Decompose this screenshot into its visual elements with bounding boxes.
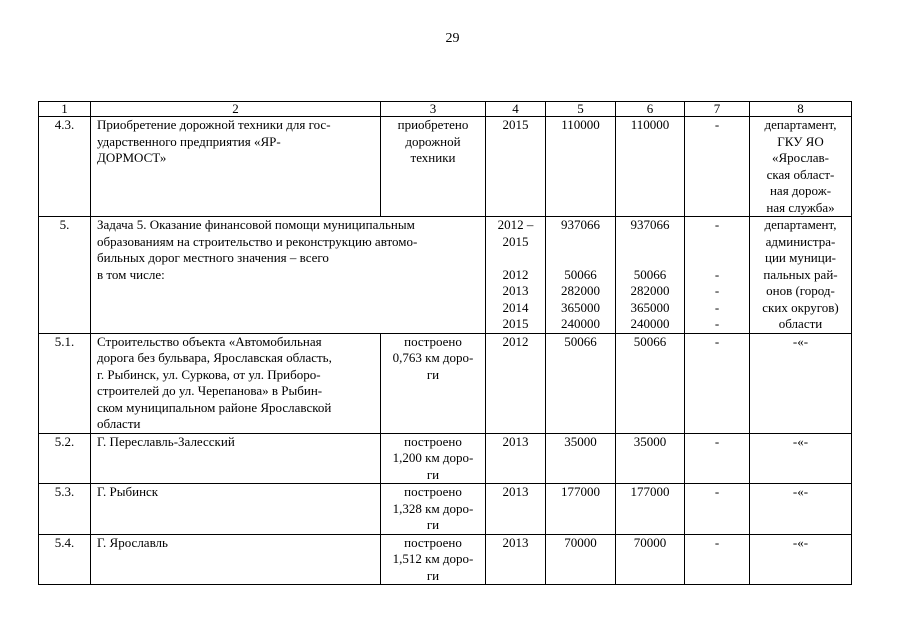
header-cell: 3 <box>381 102 486 117</box>
row-value-7: - <box>685 534 750 585</box>
table-row <box>39 117 852 217</box>
description-line: Строительство объекта «Автомобильная <box>97 333 322 349</box>
description-line: строителей до ул. Черепанова» в Рыбин- <box>97 383 323 398</box>
executor-line: ских округов) <box>762 299 839 315</box>
result-line: 1,512 км доро- <box>392 551 474 566</box>
result-line: построено <box>404 333 462 349</box>
row-result <box>381 117 486 217</box>
year-line: 2013 <box>502 283 529 298</box>
executor-line: ная дорож- <box>769 183 832 198</box>
row-number: 5.4. <box>39 534 91 585</box>
row-value-5: 70000 <box>546 534 616 585</box>
row-description <box>91 333 381 433</box>
executor-line: ГКУ ЯО <box>777 133 824 149</box>
description-line: Г. Переславль-Залесский <box>97 433 235 449</box>
row-description <box>91 484 381 535</box>
row-value-6: 110000 <box>616 117 685 217</box>
header-cell: 8 <box>750 102 852 117</box>
description-line: Приобретение дорожной техники для гос- <box>97 117 331 132</box>
executor-line: области <box>778 316 823 331</box>
row-value-7: - <box>685 433 750 484</box>
row-value-5: 177000 <box>546 484 616 535</box>
row-executor: -«- <box>750 333 852 433</box>
header-cell: 1 <box>39 102 91 117</box>
year-line: 2015 <box>502 233 529 249</box>
row-value-5: 110000 <box>546 117 616 217</box>
header-row <box>39 102 852 117</box>
executor-line: департамент, <box>764 217 837 232</box>
result-line: приобретено <box>397 117 469 132</box>
description-line: г. Рыбинск, ул. Суркова, от ул. Приборо- <box>97 366 321 382</box>
row-value-5: 50066 <box>546 333 616 433</box>
description-line: ДОРМОСТ» <box>97 150 167 165</box>
value-line: - <box>714 217 720 232</box>
executor-line: ции муници- <box>764 250 836 265</box>
header-cell: 6 <box>616 102 685 117</box>
description-line: Задача 5. Оказание финансовой помощи муниципальным <box>97 217 415 232</box>
executor-line: ная служба» <box>766 199 835 215</box>
row-value-6: 177000 <box>616 484 685 535</box>
value-line: - <box>714 266 720 282</box>
program-table <box>38 101 852 585</box>
table-row <box>39 433 852 484</box>
result-line: ги <box>426 366 440 382</box>
description-line: Г. Рыбинск <box>97 484 159 499</box>
value-line: 50066 <box>564 266 597 282</box>
value-line: 282000 <box>630 283 670 298</box>
value-line: - <box>714 316 720 331</box>
row-executor: -«- <box>750 534 852 585</box>
row-value-7 <box>685 217 750 334</box>
executor-line: ская област- <box>766 166 835 182</box>
row-value-6: 50066 <box>616 333 685 433</box>
executor-line: пальных рай- <box>763 266 838 282</box>
row-executor: -«- <box>750 484 852 535</box>
description-line: дорога без бульвара, Ярославская область, <box>97 350 332 365</box>
year-line: 2012 <box>502 266 529 282</box>
header-cell: 7 <box>685 102 750 117</box>
description-line: в том числе: <box>97 266 165 282</box>
row-value-6: 70000 <box>616 534 685 585</box>
header-cell: 2 <box>91 102 381 117</box>
description-line: Г. Ярославль <box>97 534 168 550</box>
value-line <box>688 250 746 267</box>
value-line: 240000 <box>630 316 670 331</box>
value-line: 937066 <box>561 217 600 232</box>
executor-line: «Ярослав- <box>772 150 829 165</box>
result-line: построено <box>404 484 462 499</box>
row-description <box>91 534 381 585</box>
description-line: ском муниципальном районе Ярославской <box>97 399 332 415</box>
executor-line: онов (город- <box>766 283 835 298</box>
description-line: ударственного предприятия «ЯР- <box>97 133 281 149</box>
executor-line: администра- <box>765 233 836 249</box>
year-line: 2014 <box>502 299 529 315</box>
row-value-5 <box>546 217 616 334</box>
value-line <box>619 250 681 267</box>
table-row <box>39 333 852 433</box>
value-line: 365000 <box>561 299 600 315</box>
row-value-5: 35000 <box>546 433 616 484</box>
row-number: 5.1. <box>39 333 91 433</box>
row-executor <box>750 117 852 217</box>
row-value-7: - <box>685 484 750 535</box>
value-line: - <box>714 299 720 315</box>
row-number: 4.3. <box>39 117 91 217</box>
row-result <box>381 333 486 433</box>
row-year: 2013 <box>486 433 546 484</box>
row-description <box>91 217 486 334</box>
result-line: построено <box>404 534 462 550</box>
row-year: 2013 <box>486 484 546 535</box>
row-description <box>91 433 381 484</box>
header-cell: 4 <box>486 102 546 117</box>
value-line: 50066 <box>633 266 667 282</box>
result-line: ги <box>426 517 440 532</box>
value-line <box>688 234 746 251</box>
value-line: 240000 <box>561 316 600 331</box>
row-years <box>486 217 546 334</box>
value-line: - <box>714 283 720 298</box>
row-result <box>381 433 486 484</box>
result-line: ги <box>426 567 440 583</box>
table-row <box>39 484 852 535</box>
row-executor <box>750 217 852 334</box>
row-value-7: - <box>685 333 750 433</box>
value-line <box>619 234 681 251</box>
row-value-6: 35000 <box>616 433 685 484</box>
table-row <box>39 534 852 585</box>
year-line <box>489 250 542 267</box>
value-line <box>549 250 612 267</box>
year-line: 2015 <box>502 316 529 331</box>
row-number: 5.3. <box>39 484 91 535</box>
value-line <box>549 234 612 251</box>
value-line: 937066 <box>630 217 670 232</box>
result-line: дорожной <box>405 133 461 149</box>
row-number: 5. <box>39 217 91 334</box>
row-year: 2012 <box>486 333 546 433</box>
year-line: 2012 – <box>497 217 534 232</box>
row-year: 2013 <box>486 534 546 585</box>
value-line: 365000 <box>630 299 670 315</box>
row-description <box>91 117 381 217</box>
row-value-6 <box>616 217 685 334</box>
executor-line: департамент, <box>764 117 837 132</box>
row-executor: -«- <box>750 433 852 484</box>
page-number: 29 <box>445 31 460 46</box>
row-year: 2015 <box>486 117 546 217</box>
description-line: области <box>97 416 141 431</box>
row-number: 5.2. <box>39 433 91 484</box>
description-line: образованиям на строительство и реконструкцию автомо- <box>97 233 418 249</box>
table-row <box>39 217 852 334</box>
value-line: 282000 <box>561 283 600 298</box>
result-line: 0,763 км доро- <box>392 350 474 365</box>
result-line: 1,200 км доро- <box>392 450 474 465</box>
result-line: техники <box>410 150 456 165</box>
row-result <box>381 484 486 535</box>
result-line: 1,328 км доро- <box>392 500 474 516</box>
header-cell: 5 <box>546 102 616 117</box>
result-line: построено <box>404 433 462 449</box>
row-value-7: - <box>685 117 750 217</box>
result-line: ги <box>426 466 440 482</box>
row-result <box>381 534 486 585</box>
description-line: бильных дорог местного значения – всего <box>97 250 329 265</box>
